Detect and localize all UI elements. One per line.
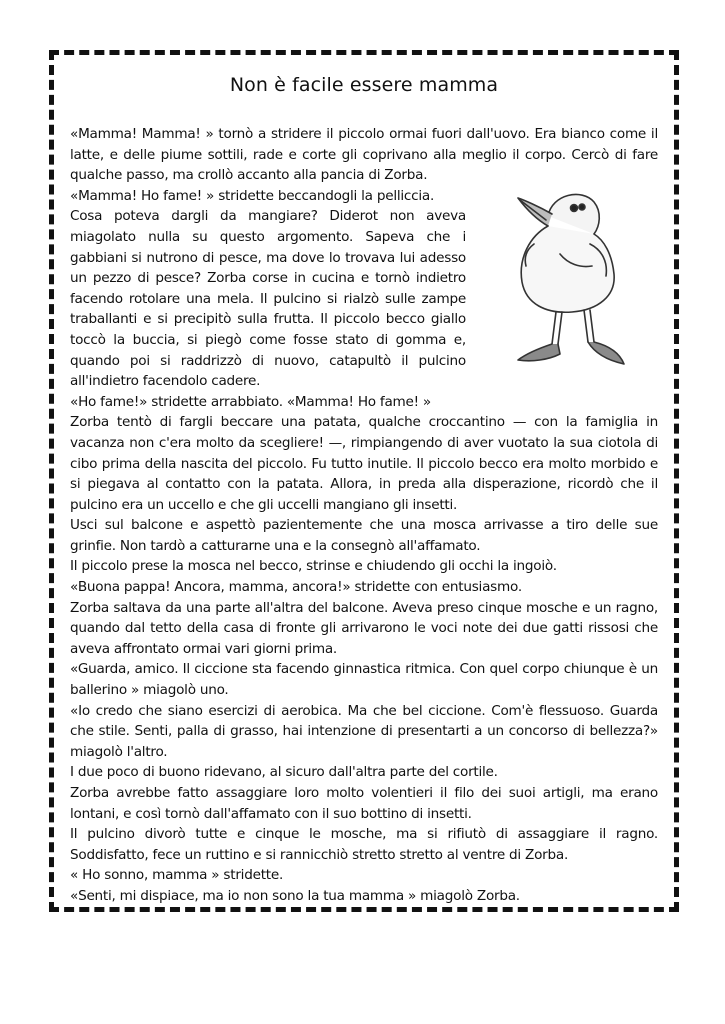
paragraph: «Buona pappa! Ancora, mamma, ancora!» stridette con entusiasmo.: [70, 579, 522, 596]
paragraph: Il piccolo prese la mosca nel becco, strinse e chiudendo gli occhi la ingoiò.: [70, 558, 557, 575]
paragraph: «Ho fame!» stridette arrabbiato. «Mamma! Ho fame! »: [70, 393, 431, 410]
paragraph: Il pulcino divorò tutte e cinque le mosche, ma si rifiutò di assaggiare il ragno. Soddisfatto, fece un ruttino e si rannicchiò stretto stretto al ventre di Zorba.: [70, 826, 658, 863]
page-title: Non è facile essere mamma: [229, 74, 499, 96]
paragraph: «Io credo che siano esercizi di aerobica. Ma che bel ciccione. Com'è flessuoso. Guarda che stile. Senti, palla di grasso, hai intenzione di presentarti a un concorso di bellezza?» miagolò l'altro.: [70, 702, 658, 760]
paragraph: «Guarda, amico. Il ciccione sta facendo ginnastica ritmica. Con quel corpo chiunque è un ballerino » miagolò uno.: [70, 661, 658, 699]
paragraph: «Senti, mi dispiace, ma io non sono la tua mamma » miagolò Zorba.: [70, 887, 520, 904]
paragraph: Zorba tentò di fargli beccare una patata, qualche croccantino — con la famiglia in vacanza non c'era molto da scegliere! —, rimpiangendo di aver vuotato la sua ciotola di cibo prima della nascita del piccolo. Fu tutto inutile. Il piccolo becco era molto morbido e si piegava al contatto con la patata. Allora, in preda alla disperazione, ricordò che il pulcino era un uccello e che gli uccelli mangiano gli insetti.: [70, 414, 658, 513]
paragraph: I due poco di buono ridevano, al sicuro dall'altra parte del cortile.: [70, 764, 498, 781]
paragraph: « Ho sonno, mamma » stridette.: [70, 867, 284, 884]
paragraph: «Mamma! Mamma! » tornò a stridere il piccolo ormai fuori dall'uovo. Era bianco come il latte, e delle piume sottili, rade e corte gli coprivano alla meglio il corpo. Cercò di fare qualche passo, ma crollò accanto alla pancia di Zorba.: [70, 126, 658, 184]
paragraph: Cosa poteva dargli da mangiare? Diderot non aveva miagolato nulla su questo argomento. Sapeva che i gabbiani si nutrono di pesce, ma dove lo trovava lui adesso un pezzo di pesce? Zorba corse in cucina e tornò indietro facendo rotolare una mela. Il pulcino si rialzò sulle zampe traballanti e si precipitò sulla frutta. Il piccolo becco giallo toccò la buccia, si piegò come fosse stato di gomma e, quando poi si raddrizzò di nuovo, catapultò il pulcino all'indietro facendolo cadere.: [70, 208, 466, 390]
paragraph: Zorba avrebbe fatto assaggiare loro molto volentieri il filo dei suoi artigli, ma erano lontani, e così tornò dall'affamato con il suo bottino di insetti.: [70, 785, 658, 822]
paragraph: «Mamma! Ho fame! » stridette beccandogli la pelliccia.: [70, 187, 435, 204]
story-text: [70, 124, 658, 907]
paragraph: Zorba saltava da una parte all'altra del balcone. Aveva preso cinque mosche e un ragno, quando dal tetto della casa di fronte gli arrivarono le voci note dei due gatti rissosi che aveva affrontato ormai vari giorni prima.: [70, 599, 658, 657]
paragraph: Usci sul balcone e aspettò pazientemente che una mosca arrivasse a tiro delle sue grinfie. Non tardò a catturarne una e la consegnò all'affamato.: [70, 517, 658, 554]
